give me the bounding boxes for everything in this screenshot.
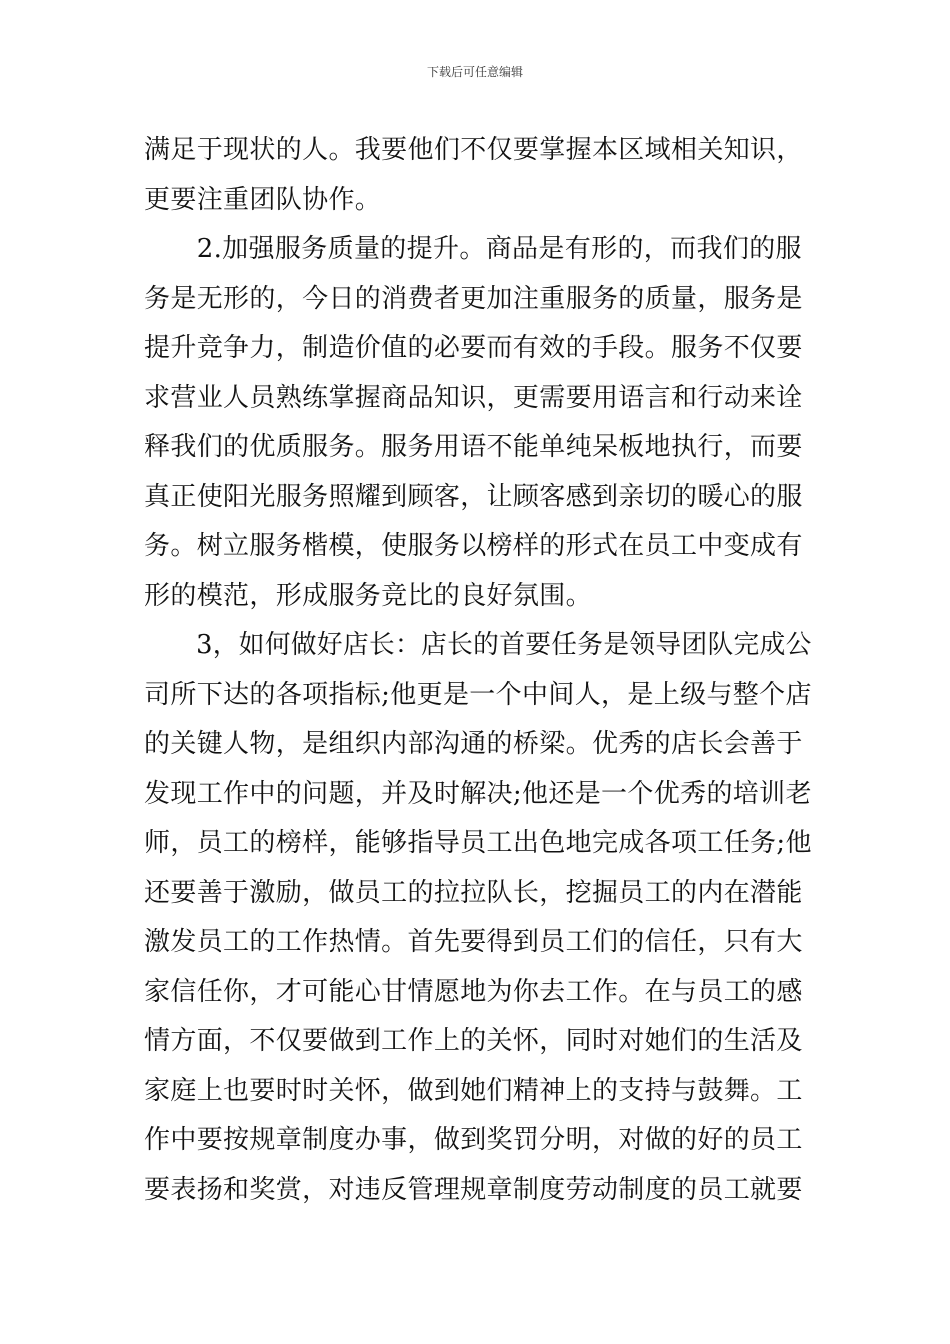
text-line: 司所下达的各项指标;他更是一个中间人，是上级与整个店 — [144, 679, 812, 710]
text-line: 激发员工的工作热情。首先要得到员工们的信任，只有大 — [144, 927, 803, 957]
text-line: 释我们的优质服务。服务用语不能单纯呆板地执行，而要 — [144, 432, 803, 462]
text-line: 2.加强服务质量的提升。商品是有形的，而我们的服 — [144, 234, 802, 264]
text-line: 家信任你，才可能心甘情愿地为你去工作。在与员工的感 — [144, 976, 803, 1007]
text-line: 求营业人员熟练掌握商品知识，更需要用语言和行动来诠 — [144, 382, 803, 413]
text-line: 务是无形的，今日的消费者更加注重服务的质量，服务是 — [144, 283, 803, 314]
document-body — [144, 126, 812, 1215]
text-line: 满足于现状的人。我要他们不仅要掌握本区域相关知识， — [144, 135, 803, 165]
text-line: 3，如何做好店长：店长的首要任务是领导团队完成公 — [144, 630, 812, 660]
text-line: 要表扬和奖赏，对违反管理规章制度劳动制度的员工就要 — [144, 1174, 803, 1205]
page-header: 下载后可任意编辑 — [426, 65, 523, 79]
text-line: 形的模范，形成服务竞比的良好氛围。 — [144, 580, 592, 611]
text-line: 真正使阳光服务照耀到顾客，让顾客感到亲切的暖心的服 — [144, 481, 803, 512]
text-line: 师，员工的榜样，能够指导员工出色地完成各项工任务;他 — [144, 828, 812, 858]
text-line: 的关键人物，是组织内部沟通的桥梁。优秀的店长会善于 — [144, 729, 803, 759]
text-line: 还要善于激励，做员工的拉拉队长，挖掘员工的内在潜能 — [144, 877, 803, 908]
text-line: 发现工作中的问题，并及时解决;他还是一个优秀的培训老 — [144, 778, 812, 809]
text-line: 作中要按规章制度办事，做到奖罚分明，对做的好的员工 — [144, 1125, 803, 1155]
text-line: 情方面，不仅要做到工作上的关怀，同时对她们的生活及 — [144, 1026, 803, 1056]
text-line: 务。树立服务楷模，使服务以榜样的形式在员工中变成有 — [144, 531, 803, 561]
text-line: 提升竞争力，制造价值的必要而有效的手段。服务不仅要 — [144, 333, 803, 363]
text-line: 更要注重团队协作。 — [144, 184, 382, 215]
text-line: 家庭上也要时时关怀，做到她们精神上的支持与鼓舞。工 — [144, 1075, 803, 1106]
